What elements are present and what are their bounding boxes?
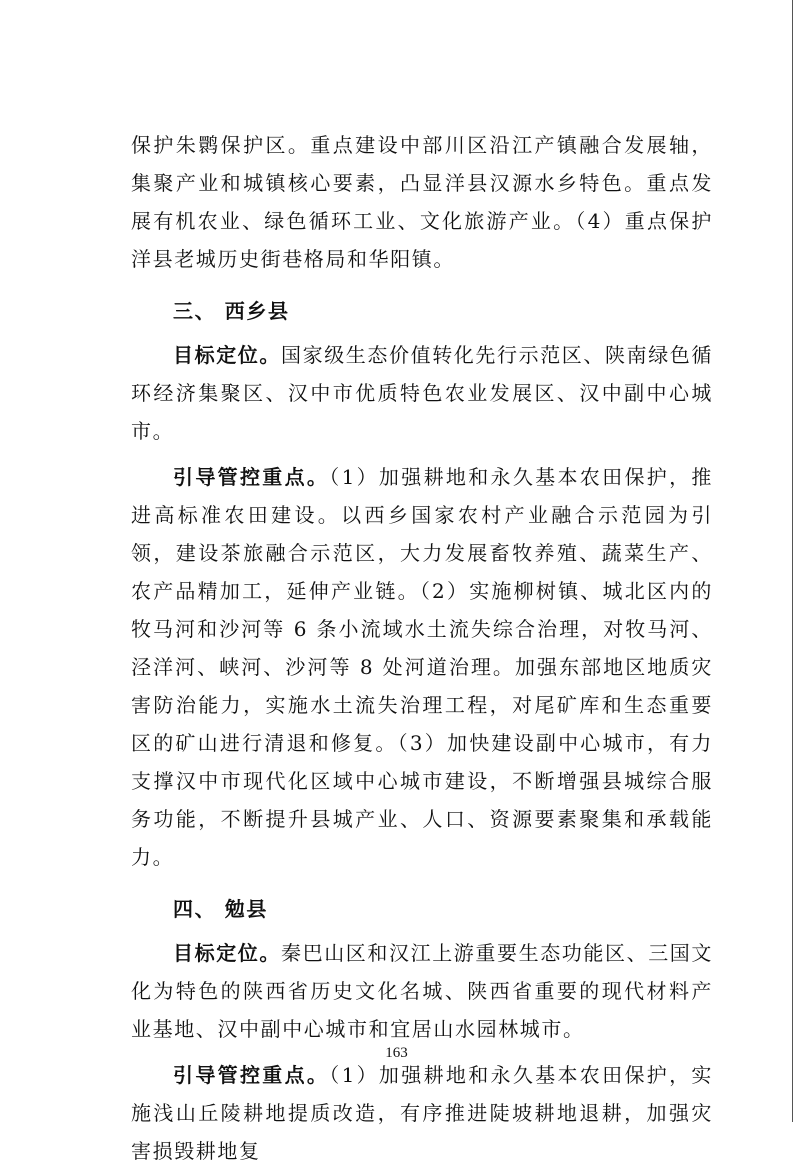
target-paragraph-xixiang xyxy=(131,336,713,450)
document-body xyxy=(131,126,713,1170)
guide-text: （1）加强耕地和永久基本农田保护，实施浅山丘陵耕地提质改造，有序推进陡坡耕地退耕，加强灾害损毁耕地复 xyxy=(131,1063,714,1163)
guide-label: 引导管控重点。 xyxy=(173,1063,330,1087)
target-paragraph-mianxian xyxy=(131,934,713,1048)
target-text: 国家级生态价值转化先行示范区、陕南绿色循环经济集聚区、汉中市优质特色农业发展区、汉中副中心城市。 xyxy=(131,343,713,443)
section-heading-mianxian: 四、 勉县 xyxy=(173,897,268,921)
guide-text: （1）加强耕地和永久基本农田保护，推进高标准农田建设。以西乡国家农村产业融合示范园为引领，建设茶旅融合示范区，大力发展畜牧养殖、蔬菜生产、农产品精加工，延伸产业链。（2）实施柳树镇、城北区内的牧马河和沙河等 6 条小流域水土流失综合治理，对牧马河、泾洋河、峡河、沙河等 8 处河道治理。加强东部地区地质灾害防治能力，实施水土流失治理工程，对尾矿库和生态重要区的矿山进行清退和修复。（3）加快建设副中心城市，有力支撑汉中市现代化区域中心城市建设，不断增强县城综合服务功能，不断提升县城产业、人口、资源要素聚集和承载能力。 xyxy=(131,465,714,869)
guide-label: 引导管控重点。 xyxy=(173,465,330,489)
continued-paragraph: 保护朱鹮保护区。重点建设中部川区沿江产镇融合发展轴，集聚产业和城镇核心要素，凸显洋县汉源水乡特色。重点发展有机农业、绿色循环工业、文化旅游产业。（4）重点保护洋县老城历史街巷格局和华阳镇。 xyxy=(131,133,713,271)
target-label: 目标定位。 xyxy=(173,343,281,367)
target-text: 秦巴山区和汉江上游重要生态功能区、三国文化为特色的陕西省历史文化名城、陕西省重要的现代材料产业基地、汉中副中心城市和宜居山水园林城市。 xyxy=(131,941,713,1041)
guide-paragraph-xixiang xyxy=(131,458,713,876)
target-label: 目标定位。 xyxy=(173,941,281,965)
section-heading-xixiang: 三、 西乡县 xyxy=(173,299,290,323)
page-number: 163 xyxy=(385,1045,408,1061)
guide-paragraph-mianxian xyxy=(131,1056,713,1170)
